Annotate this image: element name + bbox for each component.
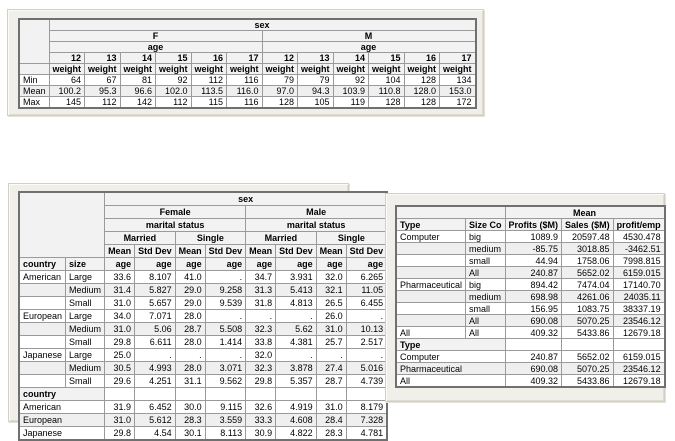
value-cell: 6.452: [135, 401, 176, 414]
value-cell: 119: [333, 97, 369, 109]
value-cell: 3.071: [205, 362, 246, 375]
measure-header: weight: [298, 64, 334, 75]
value-cell: 30.5: [105, 362, 135, 375]
size-cell: Large: [66, 271, 105, 284]
value-cell: 28.0: [175, 310, 205, 323]
value-cell: 28.3: [316, 427, 346, 441]
measure-header: weight: [191, 64, 227, 75]
corner-cell: [19, 64, 49, 75]
value-cell: 79: [298, 75, 334, 86]
value-cell: 112: [156, 97, 192, 109]
value-cell: 32.3: [246, 362, 276, 375]
value-cell: 5433.86: [562, 327, 614, 339]
value-cell: 5652.02: [562, 351, 614, 363]
measure-header: weight: [369, 64, 405, 75]
value-cell: 5433.86: [562, 375, 614, 388]
value-cell: 1083.75: [562, 303, 614, 315]
summary-row-label: Pharmaceutical: [396, 363, 505, 375]
value-cell: 79: [262, 75, 298, 86]
company-means-table: [395, 205, 666, 388]
age-column-header: 13: [85, 53, 121, 64]
value-cell: 3018.85: [562, 243, 614, 255]
age-column-header: 13: [298, 53, 334, 64]
value-cell: 33.8: [246, 336, 276, 349]
value-cell: 5.657: [135, 297, 176, 310]
measure-header: weight: [440, 64, 476, 75]
value-cell: 6159.015: [613, 267, 665, 279]
value-cell: 1.414: [205, 336, 246, 349]
value-cell: 115: [191, 97, 227, 109]
size-column-header: Size Co: [466, 219, 506, 231]
size-cell: big: [466, 231, 506, 243]
value-cell: 26.5: [316, 297, 346, 310]
sex-group-header: Female: [105, 206, 246, 219]
value-cell: 31.0: [105, 323, 135, 336]
empty-cell: [613, 339, 665, 351]
sex-header: sex: [49, 19, 476, 31]
value-cell: 240.87: [505, 351, 562, 363]
value-cell: 7998.815: [613, 255, 665, 267]
value-cell: 5.508: [205, 323, 246, 336]
empty-cell: [205, 388, 246, 401]
value-cell: .: [175, 349, 205, 362]
value-cell: 34.7: [246, 271, 276, 284]
section-header: Type: [396, 339, 505, 351]
empty-cell: [105, 388, 135, 401]
stat-header: Std Dev: [346, 245, 387, 258]
value-cell: 28.0: [175, 362, 205, 375]
value-cell: 7.328: [346, 414, 387, 427]
value-cell: 134: [440, 75, 476, 86]
type-cell: [396, 267, 466, 279]
country-cell: [19, 323, 66, 336]
value-cell: 8.113: [205, 427, 246, 441]
measure-header: age: [276, 258, 317, 271]
value-cell: 11.05: [346, 284, 387, 297]
measure-header: age: [346, 258, 387, 271]
value-cell: 128: [369, 97, 405, 109]
value-cell: 5.06: [135, 323, 176, 336]
value-cell: 4.608: [276, 414, 317, 427]
value-cell: 31.0: [316, 401, 346, 414]
size-cell: All: [466, 267, 506, 279]
value-cell: 894.42: [505, 279, 562, 291]
age-span-header: age: [49, 42, 262, 53]
section-header: country: [19, 388, 105, 401]
value-cell: 5070.25: [562, 363, 614, 375]
summary-row-label: American: [19, 401, 105, 414]
country-cell: [19, 336, 66, 349]
value-cell: 28.3: [175, 414, 205, 427]
sex-header: sex: [105, 192, 388, 206]
age-span-header: age: [262, 42, 476, 53]
value-cell: 29.8: [105, 336, 135, 349]
value-cell: 5.413: [276, 284, 317, 297]
value-cell: 4261.06: [562, 291, 614, 303]
value-cell: 28.4: [316, 414, 346, 427]
value-cell: 33.6: [105, 271, 135, 284]
value-cell: -85.75: [505, 243, 562, 255]
value-cell: 8.179: [346, 401, 387, 414]
value-cell: 104: [369, 75, 405, 86]
value-cell: .: [246, 310, 276, 323]
company-means-panel: [385, 193, 665, 402]
country-cell: Japanese: [19, 349, 66, 362]
value-cell: 94.3: [298, 86, 334, 97]
value-cell: 67: [85, 75, 121, 86]
value-cell: 95.3: [85, 86, 121, 97]
value-cell: 31.1: [175, 375, 205, 388]
measure-header: weight: [333, 64, 369, 75]
age-column-header: 16: [191, 53, 227, 64]
value-cell: 25.0: [105, 349, 135, 362]
value-cell: 113.5: [191, 86, 227, 97]
weight-summary-panel: [7, 9, 484, 116]
value-cell: 4.781: [346, 427, 387, 441]
value-cell: 5652.02: [562, 267, 614, 279]
value-cell: 690.08: [505, 363, 562, 375]
value-cell: 3.931: [276, 271, 317, 284]
value-cell: 32.1: [316, 284, 346, 297]
value-cell: 7.071: [135, 310, 176, 323]
age-column-header: 12: [49, 53, 85, 64]
value-cell: 4.251: [135, 375, 176, 388]
measure-header: age: [105, 258, 135, 271]
value-cell: 23546.12: [613, 315, 665, 327]
age-column-header: 14: [333, 53, 369, 64]
size-column-header: size: [66, 258, 105, 271]
value-cell: .: [346, 310, 387, 323]
value-cell: 6.265: [346, 271, 387, 284]
empty-cell: [505, 339, 562, 351]
type-column-header: Type: [396, 219, 466, 231]
value-cell: 116: [227, 97, 263, 109]
value-cell: 6.455: [346, 297, 387, 310]
value-cell: 4.381: [276, 336, 317, 349]
value-cell: 3.878: [276, 362, 317, 375]
value-cell: 31.3: [246, 284, 276, 297]
measure-header: age: [205, 258, 246, 271]
size-cell: Large: [66, 349, 105, 362]
value-cell: 145: [49, 97, 85, 109]
stat-header: Std Dev: [205, 245, 246, 258]
value-cell: 32.3: [246, 323, 276, 336]
value-cell: 30.0: [175, 401, 205, 414]
type-cell: Pharmaceutical: [396, 279, 466, 291]
status-header: Married: [246, 232, 317, 245]
value-cell: 31.0: [105, 414, 135, 427]
country-cell: American: [19, 271, 66, 284]
measure-header: weight: [156, 64, 192, 75]
age-column-header: 15: [369, 53, 405, 64]
value-cell: 102.0: [156, 86, 192, 97]
value-cell: 10.13: [346, 323, 387, 336]
value-cell: 6159.015: [613, 351, 665, 363]
value-cell: 29.6: [105, 375, 135, 388]
stat-header: Mean: [246, 245, 276, 258]
measure-header: weight: [227, 64, 263, 75]
measure-header: age: [246, 258, 276, 271]
value-cell: .: [276, 310, 317, 323]
sex-group-header: F: [49, 31, 262, 42]
stat-header: Std Dev: [276, 245, 317, 258]
summary-row-label: Japanese: [19, 427, 105, 441]
value-cell: 29.8: [246, 375, 276, 388]
sex-group-header: M: [262, 31, 476, 42]
value-cell: 128.0: [404, 86, 440, 97]
country-column-header: country: [19, 258, 66, 271]
value-cell: 28.7: [175, 323, 205, 336]
age-column-header: 14: [120, 53, 156, 64]
age-by-sex-marital-table: [18, 191, 388, 441]
value-cell: 31.8: [246, 297, 276, 310]
value-cell: 34.0: [105, 310, 135, 323]
value-cell: 3.559: [205, 414, 246, 427]
stat-header: Mean: [175, 245, 205, 258]
value-cell: 4.993: [135, 362, 176, 375]
value-cell: 31.9: [105, 401, 135, 414]
value-cell: 8.107: [135, 271, 176, 284]
value-cell: 30.1: [175, 427, 205, 441]
status-header: Single: [175, 232, 246, 245]
value-cell: 28.0: [175, 336, 205, 349]
value-cell: 17140.70: [613, 279, 665, 291]
value-cell: 96.6: [120, 86, 156, 97]
value-cell: 5.016: [346, 362, 387, 375]
measure-header: weight: [262, 64, 298, 75]
country-cell: [19, 362, 66, 375]
value-cell: 128: [404, 75, 440, 86]
size-cell: big: [466, 279, 506, 291]
value-cell: 409.32: [505, 327, 562, 339]
type-cell: [396, 315, 466, 327]
size-cell: Small: [66, 336, 105, 349]
value-cell: 409.32: [505, 375, 562, 388]
value-cell: 29.0: [175, 297, 205, 310]
empty-cell: [175, 388, 205, 401]
age-summary-panel: [8, 183, 384, 438]
age-column-header: 17: [227, 53, 263, 64]
marital-status-header: marital status: [246, 219, 388, 232]
value-cell: 5.612: [135, 414, 176, 427]
value-cell: 4.739: [346, 375, 387, 388]
measure-header: age: [316, 258, 346, 271]
value-cell: 9.539: [205, 297, 246, 310]
value-cell: 4.813: [276, 297, 317, 310]
country-cell: [19, 375, 66, 388]
value-cell: 30.9: [246, 427, 276, 441]
type-cell: [396, 243, 466, 255]
value-cell: .: [316, 349, 346, 362]
value-cell: 5.62: [276, 323, 317, 336]
value-cell: 31.0: [316, 323, 346, 336]
measure-column-header: Profits ($M): [505, 219, 562, 231]
marital-status-header: marital status: [105, 219, 246, 232]
age-column-header: 16: [404, 53, 440, 64]
stat-row-label: Mean: [19, 86, 49, 97]
size-cell: All: [466, 315, 506, 327]
value-cell: 698.98: [505, 291, 562, 303]
status-header: Married: [105, 232, 176, 245]
value-cell: 112: [85, 97, 121, 109]
value-cell: 690.08: [505, 315, 562, 327]
status-header: Single: [316, 232, 387, 245]
value-cell: 32.0: [316, 271, 346, 284]
country-cell: [19, 297, 66, 310]
value-cell: 103.9: [333, 86, 369, 97]
summary-row-label: All: [396, 375, 505, 388]
size-cell: Medium: [66, 284, 105, 297]
stat-header: Std Dev: [135, 245, 176, 258]
empty-cell: [316, 388, 346, 401]
value-cell: 26.0: [316, 310, 346, 323]
value-cell: 105: [298, 97, 334, 109]
corner-cell: [19, 19, 49, 64]
value-cell: 4530.478: [613, 231, 665, 243]
value-cell: 27.4: [316, 362, 346, 375]
value-cell: 44.94: [505, 255, 562, 267]
value-cell: 240.87: [505, 267, 562, 279]
value-cell: 5.827: [135, 284, 176, 297]
size-cell: small: [466, 255, 506, 267]
value-cell: 2.517: [346, 336, 387, 349]
measure-column-header: profit/emp: [613, 219, 665, 231]
measure-column-header: Sales ($M): [562, 219, 614, 231]
value-cell: 28.7: [316, 375, 346, 388]
value-cell: 23546.12: [613, 363, 665, 375]
stat-header: Mean: [105, 245, 135, 258]
size-cell: Small: [66, 297, 105, 310]
empty-cell: [346, 388, 387, 401]
size-cell: medium: [466, 243, 506, 255]
type-cell: [396, 291, 466, 303]
age-column-header: 12: [262, 53, 298, 64]
value-cell: .: [135, 349, 176, 362]
value-cell: 41.0: [175, 271, 205, 284]
value-cell: 5070.25: [562, 315, 614, 327]
type-cell: Computer: [396, 231, 466, 243]
value-cell: 12679.18: [613, 327, 665, 339]
size-cell: Medium: [66, 362, 105, 375]
value-cell: 32.0: [246, 349, 276, 362]
value-cell: 24035.11: [613, 291, 665, 303]
empty-cell: [135, 388, 176, 401]
mean-span-header: Mean: [505, 206, 665, 219]
empty-cell: [276, 388, 317, 401]
value-cell: .: [205, 310, 246, 323]
value-cell: 9.562: [205, 375, 246, 388]
measure-header: age: [175, 258, 205, 271]
value-cell: 12679.18: [613, 375, 665, 388]
measure-header: weight: [404, 64, 440, 75]
value-cell: 110.8: [369, 86, 405, 97]
value-cell: 100.2: [49, 86, 85, 97]
empty-cell: [562, 339, 614, 351]
value-cell: -3462.51: [613, 243, 665, 255]
value-cell: 6.611: [135, 336, 176, 349]
measure-header: weight: [49, 64, 85, 75]
value-cell: 4.822: [276, 427, 317, 441]
value-cell: 20597.48: [562, 231, 614, 243]
value-cell: 25.7: [316, 336, 346, 349]
value-cell: 9.115: [205, 401, 246, 414]
weight-by-sex-age-table: [18, 18, 477, 109]
sex-group-header: Male: [246, 206, 388, 219]
value-cell: .: [346, 349, 387, 362]
value-cell: 7474.04: [562, 279, 614, 291]
value-cell: 9.258: [205, 284, 246, 297]
corner-cell: [19, 192, 105, 258]
value-cell: 81: [120, 75, 156, 86]
value-cell: .: [205, 349, 246, 362]
value-cell: 116.0: [227, 86, 263, 97]
value-cell: 64: [49, 75, 85, 86]
value-cell: 33.3: [246, 414, 276, 427]
value-cell: 31.0: [105, 297, 135, 310]
value-cell: 29.8: [105, 427, 135, 441]
value-cell: 1089.9: [505, 231, 562, 243]
value-cell: 4.919: [276, 401, 317, 414]
summary-row-label: European: [19, 414, 105, 427]
value-cell: 29.0: [175, 284, 205, 297]
value-cell: 156.95: [505, 303, 562, 315]
country-cell: European: [19, 310, 66, 323]
type-cell: All: [396, 327, 466, 339]
value-cell: 172: [440, 97, 476, 109]
measure-header: weight: [120, 64, 156, 75]
value-cell: 38337.19: [613, 303, 665, 315]
value-cell: 153.0: [440, 86, 476, 97]
value-cell: 97.0: [262, 86, 298, 97]
stat-header: Mean: [316, 245, 346, 258]
value-cell: 1758.06: [562, 255, 614, 267]
size-cell: Medium: [66, 323, 105, 336]
value-cell: 128: [262, 97, 298, 109]
size-cell: Small: [66, 375, 105, 388]
size-cell: Large: [66, 310, 105, 323]
value-cell: 5.357: [276, 375, 317, 388]
summary-row-label: Computer: [396, 351, 505, 363]
value-cell: 128: [404, 97, 440, 109]
value-cell: 142: [120, 97, 156, 109]
measure-header: weight: [85, 64, 121, 75]
corner-cell: [396, 206, 505, 219]
type-cell: [396, 255, 466, 267]
measure-header: age: [135, 258, 176, 271]
stat-row-label: Max: [19, 97, 49, 109]
value-cell: 31.4: [105, 284, 135, 297]
size-cell: All: [466, 327, 506, 339]
stat-row-label: Min: [19, 75, 49, 86]
value-cell: .: [205, 271, 246, 284]
empty-cell: [246, 388, 276, 401]
age-column-header: 15: [156, 53, 192, 64]
age-column-header: 17: [440, 53, 476, 64]
country-cell: [19, 284, 66, 297]
value-cell: 32.6: [246, 401, 276, 414]
size-cell: medium: [466, 291, 506, 303]
value-cell: 92: [333, 75, 369, 86]
size-cell: small: [466, 303, 506, 315]
value-cell: 92: [156, 75, 192, 86]
value-cell: 4.54: [135, 427, 176, 441]
value-cell: 116: [227, 75, 263, 86]
value-cell: 112: [191, 75, 227, 86]
value-cell: .: [276, 349, 317, 362]
type-cell: [396, 303, 466, 315]
